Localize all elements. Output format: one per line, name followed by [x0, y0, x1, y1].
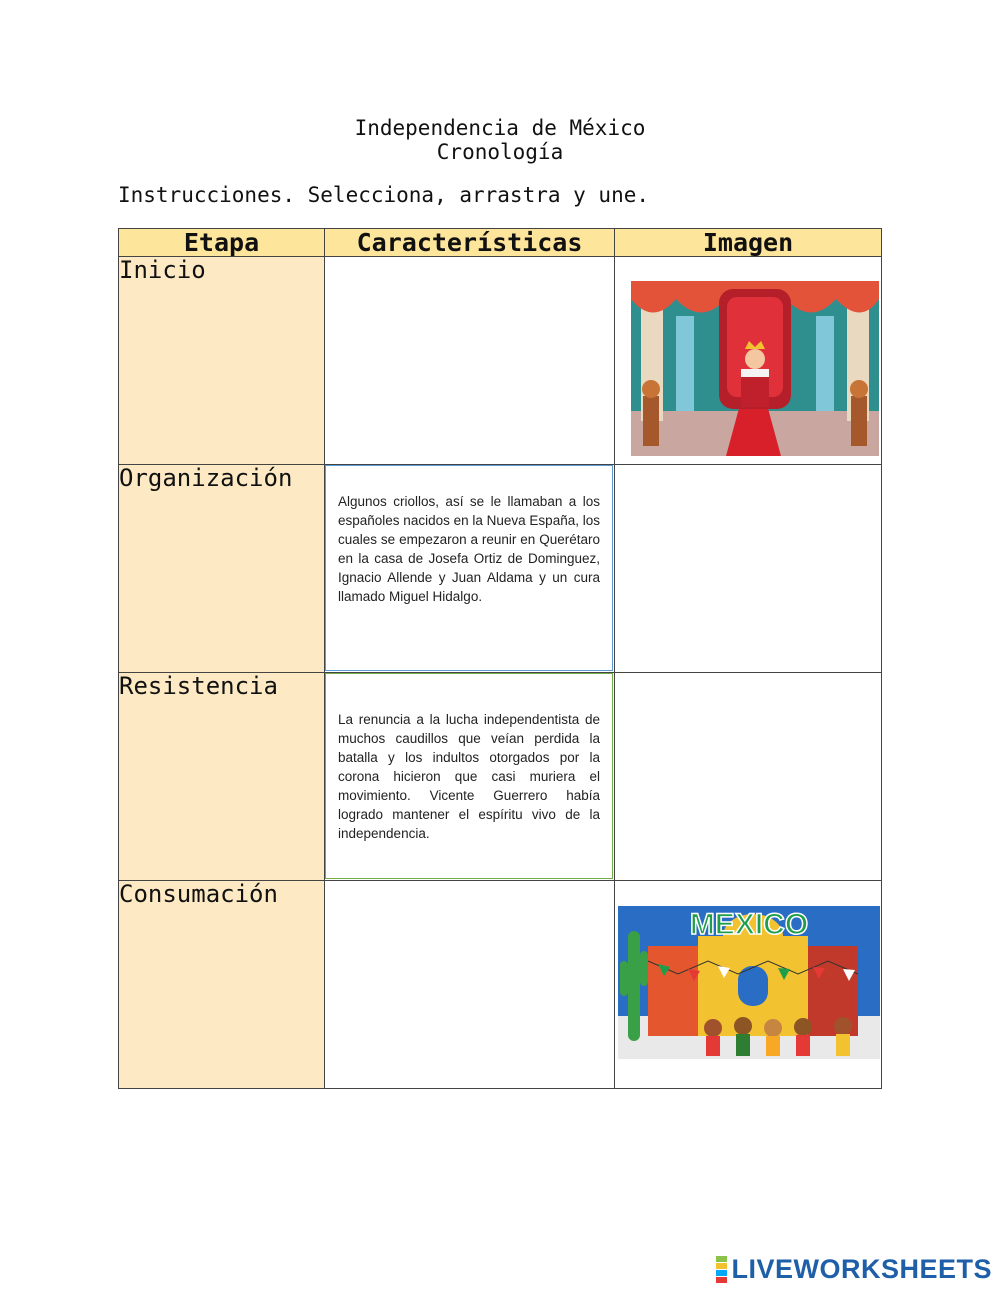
stage-consumacion: Consumación	[119, 881, 325, 1089]
timeline-table	[118, 228, 882, 1089]
feature-drop-zone-inicio[interactable]	[325, 257, 615, 465]
logo-mark-icon	[716, 1256, 727, 1283]
table-row	[119, 881, 882, 1089]
mexico-banner-text: MEXICO	[689, 908, 809, 941]
image-drop-zone-organizacion[interactable]	[615, 465, 882, 673]
feature-card-resistencia[interactable]	[325, 673, 613, 879]
throne-room-image[interactable]	[631, 281, 879, 456]
image-drop-zone-resistencia[interactable]	[615, 673, 882, 881]
stage-inicio: Inicio	[119, 257, 325, 465]
stage-resistencia: Resistencia	[119, 673, 325, 881]
feature-text-organizacion: Algunos criollos, así se le llamaban a los españoles nacidos en la Nueva España, los cuales se empezaron a reunir en Querétaro en la casa de Josefa Ortiz de Dominguez, Ignacio Allende y Juan Aldama y un cura llamado Miguel Hidalgo.	[338, 494, 600, 604]
page-title: Independencia de México	[354, 116, 646, 140]
feature-drop-zone-consumacion[interactable]	[325, 881, 615, 1089]
table-row	[119, 257, 882, 465]
header-etapa: Etapa	[119, 229, 325, 257]
instructions: Instrucciones. Selecciona, arrastra y une.	[118, 183, 650, 207]
liveworksheets-logo	[716, 1254, 992, 1285]
feature-text-resistencia: La renuncia a la lucha independentista de muchos caudillos que veían perdida la batalla y los indultos otorgados por la corona hicieron que casi muriera el movimiento. Vicente Guerrero había logrado mantener el espíritu vivo de la independencia.	[338, 712, 600, 841]
mexico-fiesta-image[interactable]	[618, 906, 880, 1059]
table-row	[119, 673, 882, 881]
feature-card-organizacion[interactable]	[325, 465, 613, 671]
table-row	[119, 465, 882, 673]
table-header-row	[119, 229, 882, 257]
header-imagen: Imagen	[615, 229, 882, 257]
logo-text: LIVEWORKSHEETS	[731, 1254, 992, 1284]
page-subtitle: Cronología	[436, 140, 564, 164]
stage-organizacion: Organización	[119, 465, 325, 673]
header-caracteristicas: Características	[325, 229, 615, 257]
